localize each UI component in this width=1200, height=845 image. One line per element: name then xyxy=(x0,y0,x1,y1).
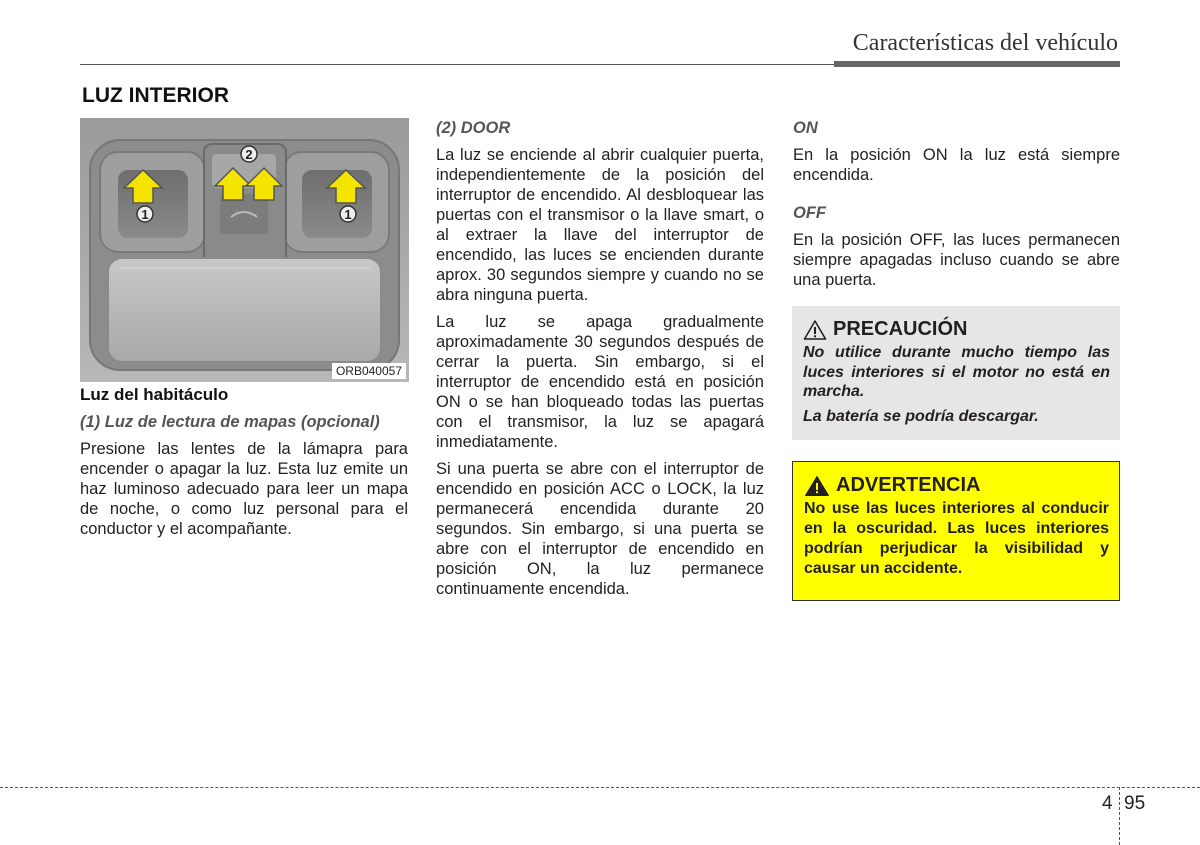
column-1 xyxy=(80,412,408,546)
caution-text: No utilice durante mucho tiempo las luces interiores si el motor no está en marcha. xyxy=(803,344,1110,400)
overhead-console-illustration xyxy=(80,118,409,382)
warning-title: ADVERTENCIA xyxy=(836,474,981,496)
page-chapter: 4 xyxy=(1102,793,1113,814)
callout-1-right: 1 xyxy=(344,207,352,222)
footer-divider xyxy=(1119,787,1120,845)
door-paragraph: La luz se enciende al abrir cualquier puerta, independientemente de la posición del interruptor de encendido. Al desbloquear las puertas con el transmisor o la llave smart, o al extraer la llave del interruptor de encendido, las luces se encienden durante aprox. 30 segundos siempre y cuando no se abra ninguna puerta. xyxy=(436,146,764,304)
figure-code: ORB040057 xyxy=(332,363,406,379)
column-2 xyxy=(436,118,764,606)
callout-1-left: 1 xyxy=(141,207,149,222)
page-number: 95 xyxy=(1124,793,1146,814)
warning-box xyxy=(792,461,1120,601)
caution-title: PRECAUCIÓN xyxy=(833,318,968,340)
interior-light-heading: Luz del habitáculo xyxy=(80,385,229,404)
caution-box xyxy=(792,306,1120,440)
warning-text: No use las luces interiores al conducir en la oscuridad. Las luces interiores podrían perjudicar la visibilidad y causar un accidente. xyxy=(804,500,1109,577)
chapter-title: Características del vehículo xyxy=(852,30,1118,56)
section-title: LUZ INTERIOR xyxy=(82,84,229,107)
door-paragraph: La luz se apaga gradualmente aproximadamente 30 segundos después de cerrar la puerta. Sin embargo, si el interruptor de encendido está en posición ON o se han bloqueado todas las puertas con el transmisor, la luz se apagará inmediatamente. xyxy=(436,313,764,451)
on-heading: ON xyxy=(793,119,818,137)
header-bar xyxy=(834,61,1120,67)
map-light-paragraph: Presione las lentes de la lámapra para encender o apagar la luz. Esta luz emite un haz luminoso adecuado para leer un mapa de noche, o como luz personal para el conductor y el acompañante. xyxy=(80,440,408,538)
callout-2: 2 xyxy=(245,147,253,162)
column-3 xyxy=(793,118,1120,297)
caution-text-battery: La batería se podría descargar. xyxy=(803,407,1039,425)
on-paragraph: En la posición ON la luz está siempre encendida. xyxy=(793,146,1120,184)
off-paragraph: En la posición OFF, las luces permanecen siempre apagadas incluso cuando se abre una puerta. xyxy=(793,231,1120,289)
map-light-subheading: (1) Luz de lectura de mapas (opcional) xyxy=(80,413,380,431)
warning-triangle-icon xyxy=(804,475,830,497)
footer-rule xyxy=(0,787,1200,788)
door-heading: (2) DOOR xyxy=(436,119,511,137)
door-paragraph: Si una puerta se abre con el interruptor de encendido en posición ACC o LOCK, la luz permanecerá encendida durante 20 segundos. Sin embargo, si una puerta se abre con el interruptor de encendido en posición ON, la luz permanece continuamente encendida. xyxy=(436,460,764,598)
caution-triangle-icon xyxy=(803,319,827,341)
off-heading: OFF xyxy=(793,204,826,222)
interior-light-figure xyxy=(80,118,409,382)
